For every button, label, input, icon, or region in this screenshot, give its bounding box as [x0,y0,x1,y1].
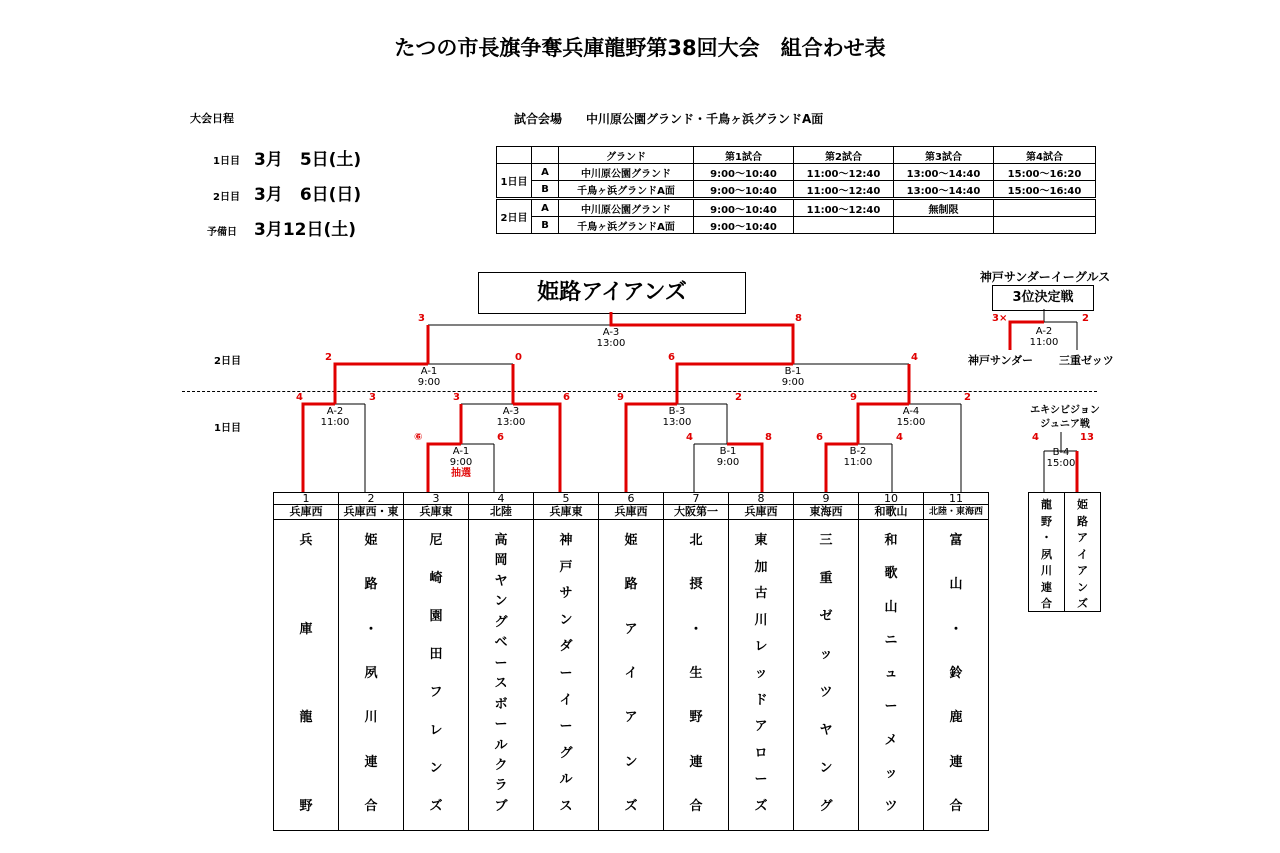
team-name-char: 鈴 [949,665,963,681]
team-name-char: 連 [689,754,703,770]
team-name-row [274,520,989,831]
ground-cell: 中川原公園グランド [559,164,694,181]
match-d1-a4 [876,406,946,428]
team-region: 北陸 [469,505,534,520]
team-name-char: ル [559,772,573,788]
score: 4 [911,352,918,363]
team-name-char: ク [494,757,508,773]
exhibition-team-name [1065,493,1101,612]
day2-label: 2日目 [213,192,240,203]
team-name-char: 合 [1041,597,1052,610]
team-number: 4 [469,493,534,505]
team-region: 兵庫東 [534,505,599,520]
team-name-char: ズ [1077,597,1088,610]
match-semi-b [758,366,828,388]
team-name-char: ア [624,621,638,637]
team-region: 大阪第一 [664,505,729,520]
team-name [794,520,859,831]
score: ⑥ [414,432,423,443]
team-name-char: ッ [819,647,833,662]
match-code: A-3 [502,406,520,417]
time-cell: 9:00〜10:40 [694,199,794,217]
team-name-char: イ [1077,547,1088,561]
champion-box: 姫路アイアンズ [478,272,746,314]
score: 0 [515,352,522,363]
match-code: A-2 [326,406,344,417]
match-time: 13:00 [496,417,526,428]
score: 8 [765,432,772,443]
team-number: 7 [664,493,729,505]
team-name-char: ッ [884,765,898,781]
team-name-char: ラ [494,778,508,794]
team-name-char: レ [754,639,768,655]
team-name-char: ン [429,761,443,776]
team-number-row [274,493,989,505]
team-name-char: ゼ [819,609,833,624]
match-note: 抽選 [451,468,471,479]
team-name-char: ア [1077,531,1088,544]
team-name-char: 富 [949,533,963,548]
team-name-char: 田 [429,647,443,662]
score: 2 [325,352,332,363]
team-name [534,520,599,831]
team-name-char: 古 [754,586,768,602]
team-region: 兵庫西・東 [339,505,404,520]
exhibition-title-1: エキシビジョン [1030,405,1100,416]
team-name-char: 野 [689,710,703,726]
ground-cell: 千鳥ヶ浜グランドA面 [559,217,694,234]
team-number: 6 [599,493,664,505]
team-name [924,520,989,831]
match-code: A-3 [602,327,620,338]
team-name [859,520,924,831]
team-name-char: 合 [689,798,703,814]
code-cell: B [532,181,559,199]
third-place-title: 3位決定戦 [992,285,1094,311]
team-name-char: グ [494,614,508,630]
team-name-char: 高 [494,533,508,548]
team-name-char: 尼 [429,533,443,548]
score: 4 [686,432,693,443]
match-d1-b2 [823,446,893,468]
team-name-char: ダ [559,639,573,655]
score: 9 [850,392,857,403]
team-name-char: ボ [494,696,508,712]
team-name-char: 龍 [1041,498,1052,511]
reserve-day-date: 3月12日(土) [254,220,357,240]
score: 6 [816,432,823,443]
score: 3 [418,313,425,324]
match-time: 15:00 [896,417,926,428]
team-name-char: ツ [819,685,833,700]
team-name-char: ベ [494,635,508,651]
team-region: 和歌山 [859,505,924,520]
team-name-char: 摂 [689,577,703,593]
team-name-char: 山 [949,577,963,593]
match-time: 9:00 [781,377,805,388]
team-name-char: ツ [884,799,898,814]
team-name-char: グ [559,745,573,761]
team-name-char: フ [429,685,443,700]
match-time: 9:00 [449,457,473,468]
team-name-char: 三 [819,533,833,548]
team-name-char: ー [559,719,573,735]
match-d1-b3 [642,406,712,428]
header-ground: グランド [559,147,694,164]
ground-cell: 千鳥ヶ浜グランドA面 [559,181,694,199]
score: 4 [1032,432,1039,443]
match-code: B-4 [1052,447,1070,458]
team-name-char: 路 [364,577,378,593]
team-name-char: ッ [754,665,768,681]
match-semi-a [394,366,464,388]
team-name-char: 路 [1077,514,1088,528]
time-cell: 15:00〜16:20 [994,164,1096,181]
team-name-char: 北 [689,533,703,548]
third-right-team: 三重ゼッツ [1059,354,1114,367]
venue-label: 試合会場 [514,112,563,126]
team-name-char: ン [559,612,573,628]
team-name-char: 鹿 [949,710,963,726]
match-d1-a1 [426,446,496,479]
match-time: 9:00 [417,377,441,388]
team-name-char: 生 [689,665,703,681]
score: 2 [735,392,742,403]
team-number: 10 [859,493,924,505]
page-title: たつの市長旗争奪兵庫龍野第38回大会 組合わせ表 [394,36,886,60]
match-d1-a3 [476,406,546,428]
team-number: 11 [924,493,989,505]
team-name-char: 岡 [494,553,508,569]
time-cell: 9:00〜10:40 [694,181,794,199]
team-name-char: 龍 [299,710,313,726]
score: 3× [992,313,1008,324]
team-name-char: ア [1077,564,1088,577]
exhibition-teams-table [1028,492,1101,612]
team-region-row [274,505,989,520]
match-exhibition [1026,447,1096,469]
team-name-char: 夙 [1041,547,1052,561]
score: 4 [296,392,303,403]
match-time: 13:00 [662,417,692,428]
team-name-char: ス [559,798,573,814]
score: 8 [795,313,802,324]
score: 6 [668,352,675,363]
team-name-char: 歌 [884,566,898,582]
time-cell: 11:00〜12:40 [794,164,894,181]
team-name-char: ニ [884,632,898,648]
team-name-char: 加 [754,559,768,575]
round-label-day2: 2日目 [214,356,241,367]
score: 6 [497,432,504,443]
header-game3: 第3試合 [894,147,994,164]
match-time: 11:00 [1029,337,1059,348]
reserve-day-label: 予備日 [207,227,237,238]
time-cell: 無制限 [894,199,994,217]
header-game4: 第4試合 [994,147,1096,164]
team-name-char: ー [494,717,508,733]
team-name-char: メ [884,732,898,748]
team-name-char: 和 [884,533,898,548]
team-name-char: サ [559,586,573,602]
team-number: 5 [534,493,599,505]
day1-label: 1日目 [213,156,240,167]
team-name-char: イ [624,665,638,681]
team-name-char: 野 [1041,514,1052,528]
team-name-char: ン [624,754,638,770]
team-number: 3 [404,493,469,505]
match-code: A-1 [420,366,438,377]
team-name-char: ズ [754,798,768,814]
score: 3 [453,392,460,403]
team-name-char: 合 [949,798,963,814]
time-cell: 15:00〜16:40 [994,181,1096,199]
score: 9 [617,392,624,403]
team-name-char: ヤ [494,573,508,589]
team-name-char: 合 [364,798,378,814]
exhibition-title [1010,404,1120,432]
header-game1: 第1試合 [694,147,794,164]
team-name-char: 川 [364,710,378,726]
code-cell: A [532,199,559,217]
score: 13 [1080,432,1094,443]
team-name-char: ー [754,772,768,788]
team-region: 兵庫東 [404,505,469,520]
team-name-char: 川 [754,612,768,628]
header-game2: 第2試合 [794,147,894,164]
team-name-char: 崎 [429,571,443,586]
day1-cell: 1日目 [497,164,532,199]
team-name-char: 連 [1041,580,1052,594]
team-name-char: ー [494,655,508,671]
team-name-char: ロ [754,745,768,761]
team-name-char: 川 [1041,564,1052,577]
time-cell: 13:00〜14:40 [894,181,994,199]
team-name-char: ュ [884,666,898,681]
code-cell: B [532,217,559,234]
team-name [404,520,469,831]
exhibition-team-row [1029,493,1101,612]
team-name-char: 戸 [559,559,573,575]
team-number: 8 [729,493,794,505]
score: 2 [1082,313,1089,324]
team-number: 9 [794,493,859,505]
team-name-char: レ [429,723,443,738]
team-name-char: ー [559,665,573,681]
match-time: 11:00 [320,417,350,428]
team-name-char: 夙 [364,665,378,681]
third-left-team: 神戸サンダー [968,354,1034,367]
match-time: 9:00 [716,457,740,468]
code-cell: A [532,164,559,181]
team-name-char: 連 [364,754,378,770]
team-name [274,520,339,831]
team-name-char: 姫 [624,533,638,548]
team-name-char: 神 [559,533,573,548]
day2-cell: 2日目 [497,199,532,234]
team-name-char: ア [754,719,768,735]
team-region: 東海西 [794,505,859,520]
time-cell: 13:00〜14:40 [894,164,994,181]
team-name [729,520,794,831]
team-name-char: ・ [689,621,703,637]
team-name [339,520,404,831]
time-cell: 9:00〜10:40 [694,217,794,234]
match-code: B-2 [849,446,867,457]
team-name [664,520,729,831]
team-name-char: ー [884,699,898,715]
team-number: 1 [274,493,339,505]
team-name-char: ・ [364,621,378,637]
match-time: 13:00 [596,338,626,349]
time-cell: 9:00〜10:40 [694,164,794,181]
team-name-char: ス [494,676,508,692]
team-name-char: 連 [949,754,963,770]
team-region: 兵庫西 [274,505,339,520]
team-name-char: ン [1077,580,1088,594]
score: 4 [896,432,903,443]
team-name-char: ア [624,710,638,726]
team-name-char: ン [819,761,833,776]
team-name-char: ブ [494,798,508,814]
venue-value: 中川原公園グランド・千鳥ヶ浜グランドA面 [586,112,824,126]
exhibition-team-name [1029,493,1065,612]
team-region: 北陸・東海西 [924,505,989,520]
team-name-char: ・ [949,621,963,637]
ground-cell: 中川原公園グランド [559,199,694,217]
team-name-char: 重 [819,571,833,586]
score: 6 [563,392,570,403]
match-third-place [1009,326,1079,348]
day1-date: 3月 5日(土) [254,150,362,170]
team-name-char: ン [494,594,508,610]
time-cell: 11:00〜12:40 [794,199,894,217]
team-name-char: ・ [1041,531,1052,544]
team-name-char: 東 [754,533,768,548]
round-label-day1: 1日目 [214,423,241,434]
match-code: A-2 [1035,326,1053,337]
score: 3 [369,392,376,403]
schedule-label: 大会日程 [190,112,234,125]
teams-table [273,492,989,831]
exhibition-title-2: ジュニア戦 [1040,419,1090,430]
time-cell: 11:00〜12:40 [794,181,894,199]
match-code: A-4 [902,406,920,417]
team-name-char: 姫 [364,533,378,548]
team-name-char: 園 [429,609,443,624]
day2-date: 3月 6日(日) [254,185,362,205]
team-name-char: ル [494,737,508,753]
team-region: 兵庫西 [729,505,794,520]
match-code: A-1 [452,446,470,457]
team-name-char: ズ [624,798,638,814]
team-name [469,520,534,831]
team-name-char: イ [559,692,573,708]
third-place-winner: 神戸サンダーイーグルス [979,270,1111,284]
team-name-char: グ [819,799,833,814]
match-d1-a2 [300,406,370,428]
team-name-char: 山 [884,599,898,615]
team-name-char: 姫 [1077,498,1088,511]
match-time: 11:00 [843,457,873,468]
team-region: 兵庫西 [599,505,664,520]
match-final [576,327,646,349]
team-name-char: 路 [624,577,638,593]
match-code: B-1 [719,446,737,457]
team-name [599,520,664,831]
team-name-char: 野 [299,798,313,814]
team-name-char: 庫 [299,621,313,637]
team-name-char: 兵 [299,533,313,548]
team-number: 2 [339,493,404,505]
match-d1-b1 [693,446,763,468]
match-time: 15:00 [1046,458,1076,469]
match-code: B-3 [668,406,686,417]
match-code: B-1 [784,366,802,377]
team-name-char: ズ [429,799,443,814]
score: 2 [964,392,971,403]
team-name-char: ド [754,692,768,708]
team-name-char: ヤ [819,723,833,738]
